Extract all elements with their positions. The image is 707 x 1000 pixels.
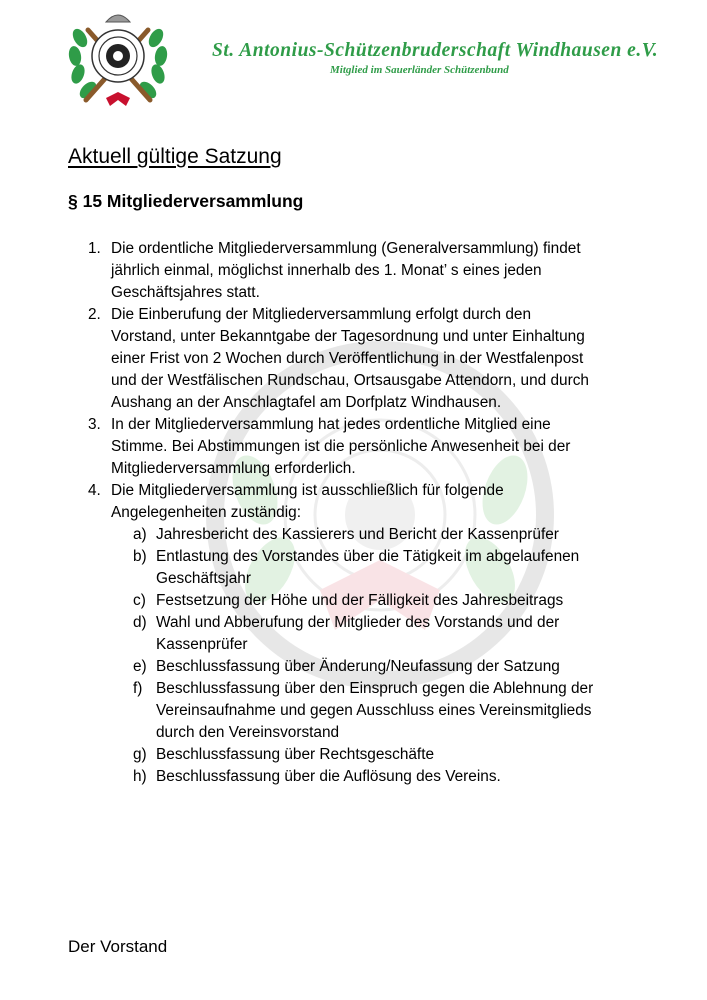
sub-item-letter: g) xyxy=(133,746,147,763)
list-item xyxy=(68,414,668,480)
sub-item-line: durch den Vereinsvorstand xyxy=(156,724,340,741)
sub-item-line: Beschlussfassung über Änderung/Neufassung der Satzung xyxy=(156,658,560,675)
sub-item-letter: e) xyxy=(133,658,147,675)
sub-item-line: Beschlussfassung über die Auflösung des Vereins. xyxy=(156,768,501,785)
item-line: Geschäftsjahres statt. xyxy=(111,284,260,301)
sub-item-line: Vereinsaufnahme und gegen Ausschluss eines Vereinsmitglieds xyxy=(156,702,592,719)
sub-item-letter: a) xyxy=(133,526,147,543)
item-line: Vorstand, unter Bekanntgabe der Tagesordnung und unter Einhaltung xyxy=(111,328,585,345)
sub-item-letter: d) xyxy=(133,614,147,631)
sub-item-line: Beschlussfassung über Rechtsgeschäfte xyxy=(156,746,435,763)
item-line: Die Mitgliederversammlung ist ausschließlich für folgende xyxy=(111,482,504,499)
sub-item-letter: h) xyxy=(133,768,147,785)
sub-list-item xyxy=(68,524,668,546)
sub-item-letter: b) xyxy=(133,548,147,565)
list-item xyxy=(68,480,668,788)
sub-item-line: Kassenprüfer xyxy=(156,636,248,653)
club-logo-icon xyxy=(66,8,170,112)
list-item xyxy=(68,238,668,304)
sub-item-line: Wahl und Abberufung der Mitglieder des Vorstands und der xyxy=(156,614,560,631)
item-line: Mitgliederversammlung erforderlich. xyxy=(111,460,356,477)
document-title: Aktuell gültige Satzung xyxy=(68,145,282,168)
sub-item-letter: f) xyxy=(133,680,143,697)
item-line: und der Westfälischen Rundschau, Ortsausgabe Attendorn, und durch xyxy=(111,372,589,389)
sub-list-item xyxy=(68,656,668,678)
item-number: 1. xyxy=(88,240,101,257)
sub-item-line: Entlastung des Vorstandes über die Tätigkeit im abgelaufenen xyxy=(156,548,580,565)
item-line: In der Mitgliederversammlung hat jedes ordentliche Mitglied eine xyxy=(111,416,551,433)
sub-item-line: Geschäftsjahr xyxy=(156,570,251,587)
item-line: Aushang an der Anschlagtafel am Dorfplatz Windhausen. xyxy=(111,394,502,411)
organization-name: St. Antonius-Schützenbruderschaft Windhausen e.V. xyxy=(212,40,659,61)
item-number: 3. xyxy=(88,416,101,433)
item-line: Stimme. Bei Abstimmungen ist die persönliche Anwesenheit bei der xyxy=(111,438,571,455)
sub-item-line: Beschlussfassung über den Einspruch gegen die Ablehnung der xyxy=(156,680,594,697)
section-title: § 15 Mitgliederversammlung xyxy=(68,191,304,211)
sub-list-item xyxy=(68,590,668,612)
sub-item-letter: c) xyxy=(133,592,146,609)
sub-item-line: Jahresbericht des Kassierers und Bericht der Kassenprüfer xyxy=(156,526,559,543)
item-line: jährlich einmal, möglichst innerhalb des 1. Monat’ s eines jeden xyxy=(111,262,542,279)
item-line: Die Einberufung der Mitgliederversammlung erfolgt durch den xyxy=(111,306,532,323)
item-line: Angelegenheiten zuständig: xyxy=(111,504,301,521)
item-number: 2. xyxy=(88,306,101,323)
list-item xyxy=(68,304,668,414)
item-number: 4. xyxy=(88,482,101,499)
item-line: Die ordentliche Mitgliederversammlung (Generalversammlung) findet xyxy=(111,240,581,257)
sub-list-item xyxy=(68,612,668,656)
sub-list-item xyxy=(68,678,668,744)
item-line: einer Frist von 2 Wochen durch Veröffentlichung in der Westfalenpost xyxy=(111,350,584,367)
sub-list-item xyxy=(68,546,668,590)
sub-item-line: Festsetzung der Höhe und der Fälligkeit des Jahresbeitrags xyxy=(156,592,564,609)
paragraph-list xyxy=(68,238,668,788)
organization-subtitle: Mitglied im Sauerländer Schützenbund xyxy=(330,64,509,76)
sub-list-item xyxy=(68,766,668,788)
sub-list xyxy=(111,524,668,788)
signature-footer: Der Vorstand xyxy=(68,937,168,956)
sub-list-item xyxy=(68,744,668,766)
